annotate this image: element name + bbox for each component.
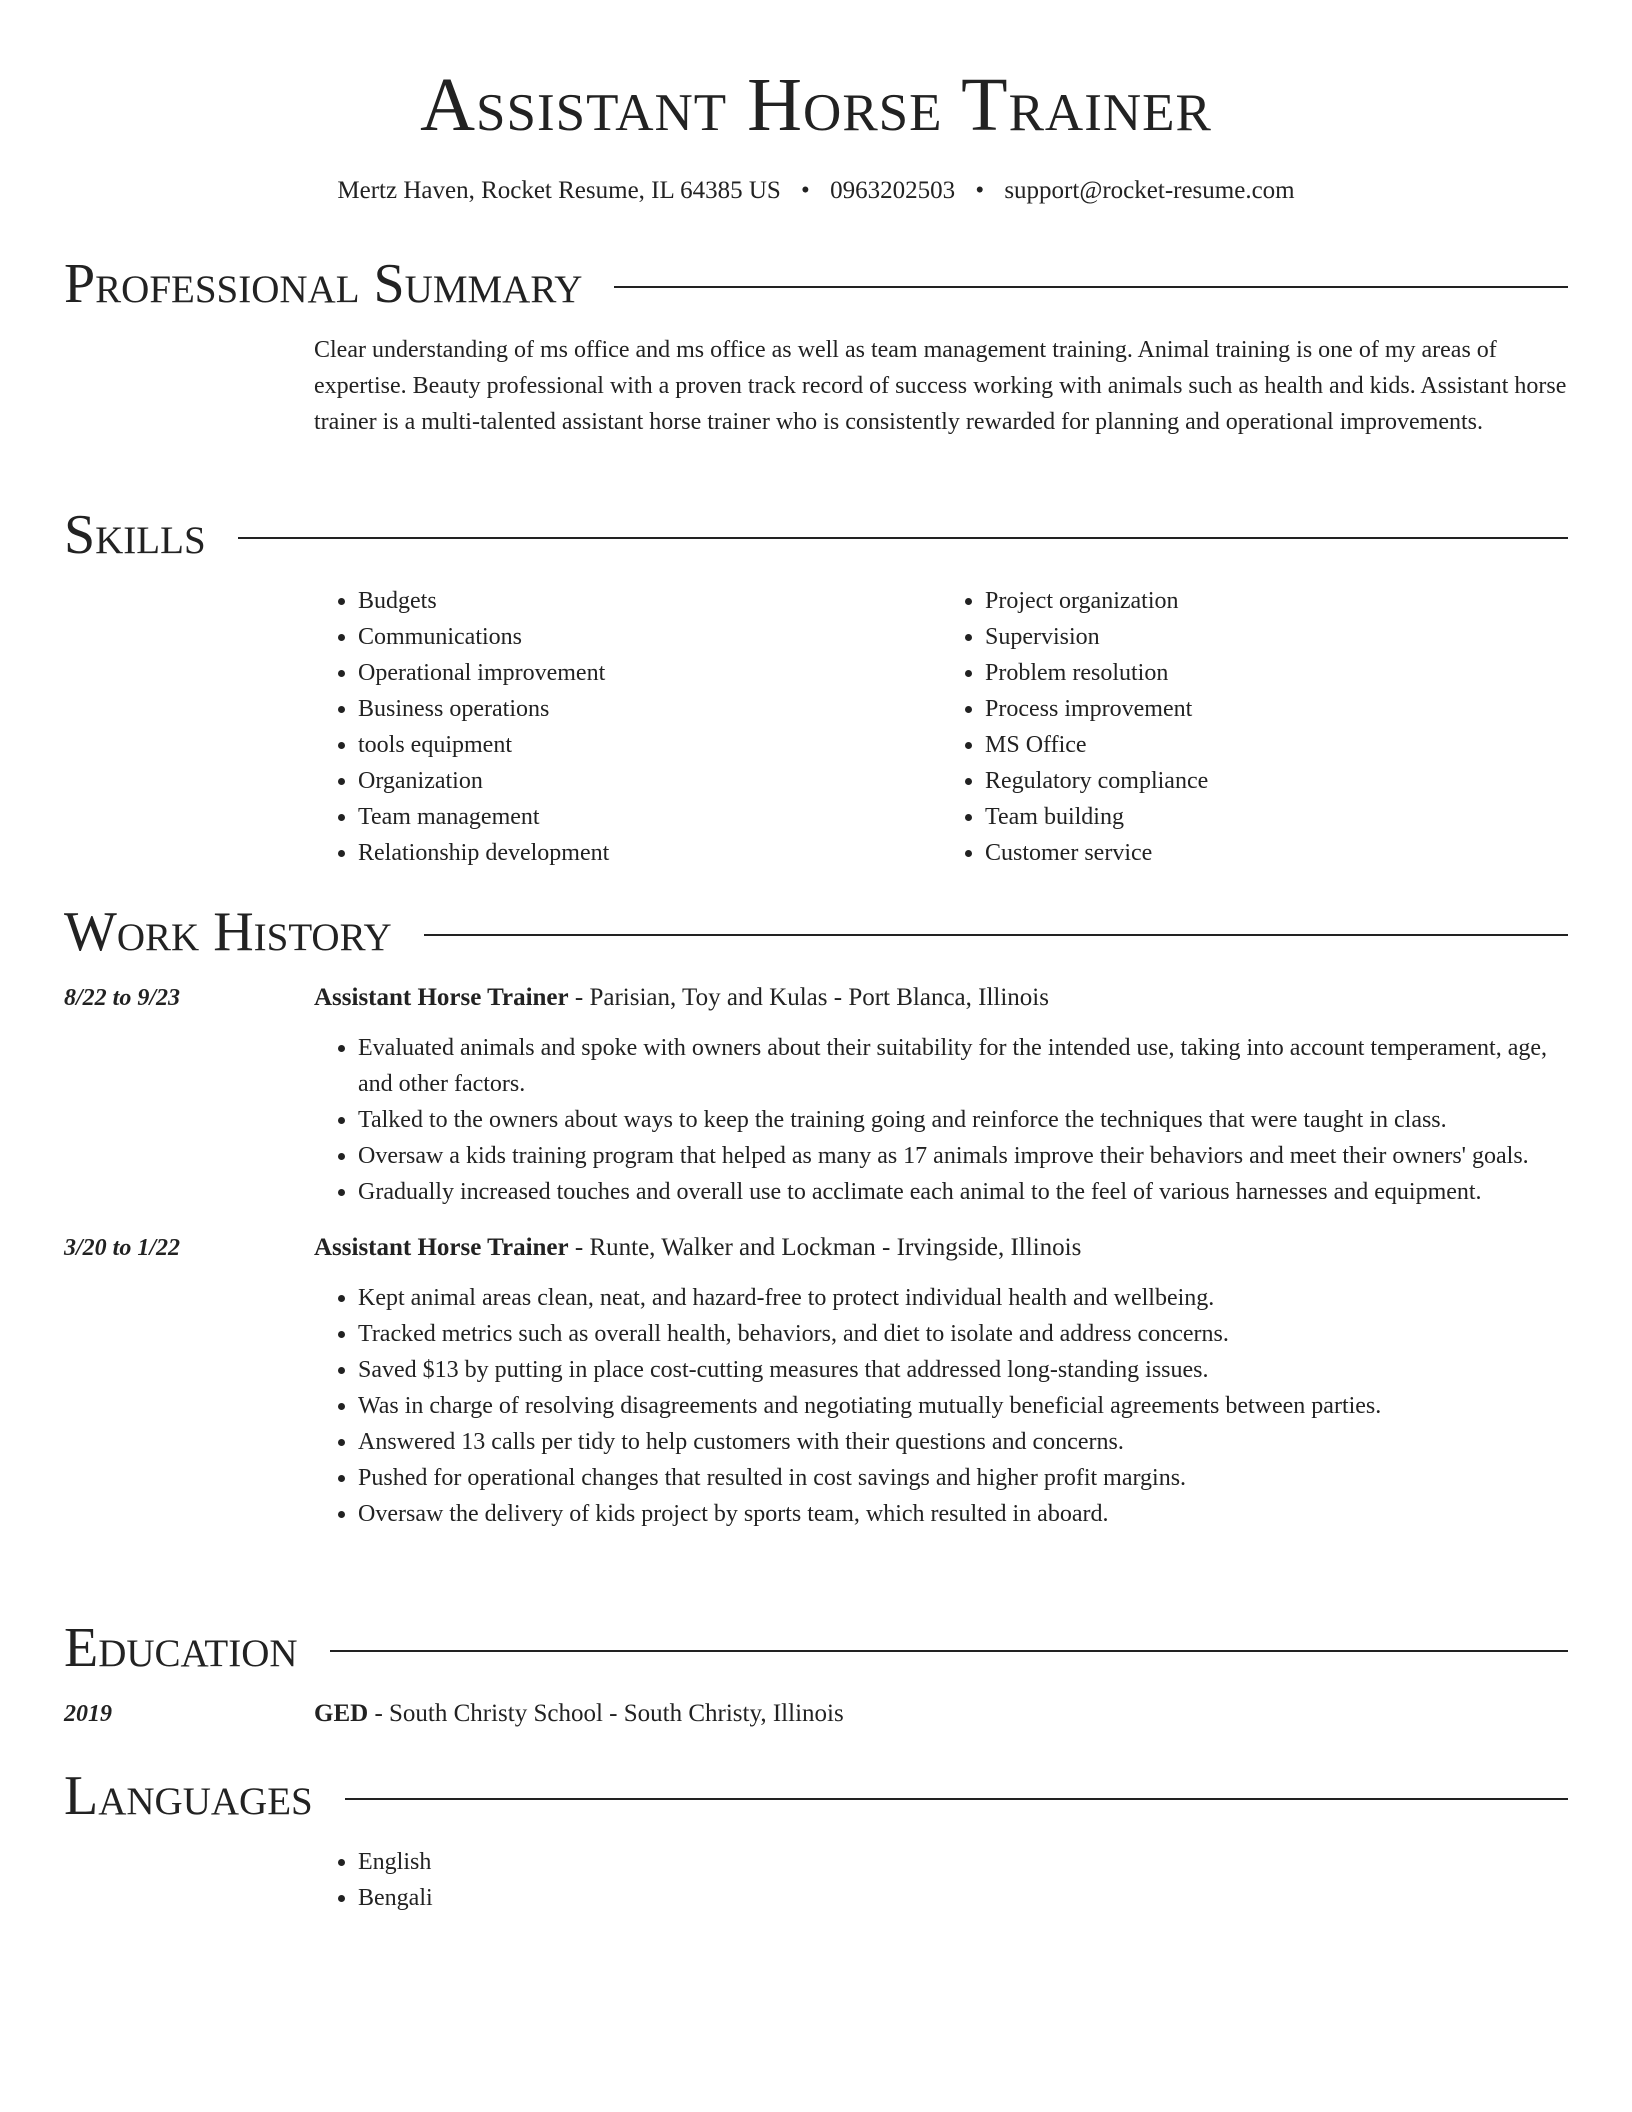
job-bullets bbox=[314, 1280, 1568, 1532]
job-headline bbox=[314, 980, 1568, 1016]
job-bullets bbox=[314, 1030, 1568, 1210]
education-entry bbox=[64, 1696, 1568, 1732]
section-header bbox=[64, 503, 1568, 567]
contact-separator: • bbox=[975, 177, 985, 204]
languages-section bbox=[64, 1764, 1568, 1916]
job-entry bbox=[64, 980, 1568, 1210]
section-header bbox=[64, 1616, 1568, 1680]
job-date: 3/20 to 1/22 bbox=[64, 1235, 181, 1261]
skill-item: • Operational improvement bbox=[358, 655, 941, 691]
education-details bbox=[314, 1696, 1568, 1732]
contact-separator: • bbox=[801, 177, 810, 204]
job-role: Assistant Horse Trainer bbox=[314, 1234, 569, 1261]
section-divider bbox=[330, 1650, 1568, 1652]
job-bullet: • Kept animal areas clean, neat, and hazard-free to protect individual health and wellbeing. bbox=[358, 1280, 1568, 1316]
job-bullet: • Saved $13 by putting in place cost-cutting measures that addressed long-standing issues. bbox=[358, 1352, 1568, 1388]
resume-title: Assistant Horse Trainer bbox=[420, 63, 1212, 147]
skill-item: • tools equipment bbox=[358, 727, 941, 763]
section-divider bbox=[424, 934, 1568, 936]
skill-item: • Supervision bbox=[985, 619, 1568, 655]
contact-phone: 0963202503 bbox=[830, 177, 956, 204]
skill-item: • Process improvement bbox=[985, 691, 1568, 727]
skill-item: • Organization bbox=[358, 763, 941, 799]
skills-column-left bbox=[314, 583, 941, 871]
section-title: Professional Summary bbox=[64, 253, 583, 315]
skill-item: • Team building bbox=[985, 799, 1568, 835]
section-header bbox=[64, 1764, 1568, 1828]
job-bullet: • Oversaw the delivery of kids project by sports team, which resulted in aboard. bbox=[358, 1496, 1568, 1532]
skills-column-right bbox=[941, 583, 1568, 871]
contact-address: Mertz Haven, Rocket Resume, IL 64385 US bbox=[337, 177, 781, 204]
education-degree: GED bbox=[314, 1700, 369, 1727]
contact-email: support@rocket-resume.com bbox=[1004, 177, 1295, 204]
section-title: Work History bbox=[64, 901, 392, 963]
job-employer: - Parisian, Toy and Kulas - Port Blanca, Illinois bbox=[568, 984, 1049, 1011]
section-title: Skills bbox=[64, 504, 206, 566]
skill-item: • Project organization bbox=[985, 583, 1568, 619]
section-title: Languages bbox=[64, 1765, 313, 1827]
job-bullet: • Evaluated animals and spoke with owners about their suitability for the intended use, taking into account temperament, age, and other factors. bbox=[358, 1030, 1568, 1102]
education-school: - South Christy School - South Christy, Illinois bbox=[368, 1700, 844, 1727]
job-bullet: • Answered 13 calls per tidy to help customers with their questions and concerns. bbox=[358, 1424, 1568, 1460]
contact-line bbox=[0, 174, 1632, 208]
skill-item: • Team management bbox=[358, 799, 941, 835]
skills-section bbox=[64, 503, 1568, 871]
job-bullet: • Gradually increased touches and overall use to acclimate each animal to the feel of various harnesses and equipment. bbox=[358, 1174, 1568, 1210]
skill-item: • Customer service bbox=[985, 835, 1568, 871]
job-role: Assistant Horse Trainer bbox=[314, 984, 569, 1011]
job-bullet: • Was in charge of resolving disagreements and negotiating mutually beneficial agreements between parties. bbox=[358, 1388, 1568, 1424]
language-item: • English bbox=[358, 1844, 1568, 1880]
section-title: Education bbox=[64, 1617, 298, 1679]
job-bullet: • Talked to the owners about ways to keep the training going and reinforce the techniques that were taught in class. bbox=[358, 1102, 1568, 1138]
skill-item: • Regulatory compliance bbox=[985, 763, 1568, 799]
languages-list bbox=[314, 1844, 1568, 1916]
section-header bbox=[64, 252, 1568, 316]
job-details bbox=[314, 1230, 1568, 1532]
summary-text: Clear understanding of ms office and ms office as well as team management training. Animal training is one of my areas of expertise. Beauty professional with a proven track record of success working with animals such as health and kids. Assistant horse trainer is a multi-talented assistant horse trainer who is consistently rewarded for planning and operational improvements. bbox=[314, 337, 1567, 435]
job-headline bbox=[314, 1230, 1568, 1266]
skill-item: • Communications bbox=[358, 619, 941, 655]
language-item: • Bengali bbox=[358, 1880, 1568, 1916]
skill-item: • Problem resolution bbox=[985, 655, 1568, 691]
education-section bbox=[64, 1616, 1568, 1732]
job-bullet: • Oversaw a kids training program that helped as many as 17 animals improve their behaviors and meet their owners' goals. bbox=[358, 1138, 1568, 1174]
skill-item: • Budgets bbox=[358, 583, 941, 619]
job-employer: - Runte, Walker and Lockman - Irvingside, Illinois bbox=[568, 1234, 1082, 1261]
summary-section bbox=[64, 252, 1568, 440]
job-date: 8/22 to 9/23 bbox=[64, 985, 181, 1011]
skill-item: • Business operations bbox=[358, 691, 941, 727]
job-bullet: • Pushed for operational changes that resulted in cost savings and higher profit margins. bbox=[358, 1460, 1568, 1496]
section-header bbox=[64, 900, 1568, 964]
education-date: 2019 bbox=[64, 1701, 112, 1727]
skill-item: • Relationship development bbox=[358, 835, 941, 871]
job-details bbox=[314, 980, 1568, 1210]
work-history-section bbox=[64, 900, 1568, 1532]
section-divider bbox=[345, 1798, 1568, 1800]
job-entry bbox=[64, 1230, 1568, 1532]
section-divider bbox=[614, 286, 1568, 288]
job-bullet: • Tracked metrics such as overall health, behaviors, and diet to isolate and address concerns. bbox=[358, 1316, 1568, 1352]
skill-item: • MS Office bbox=[985, 727, 1568, 763]
section-divider bbox=[238, 537, 1568, 539]
skills-grid bbox=[314, 583, 1568, 871]
education-headline bbox=[314, 1696, 1568, 1732]
